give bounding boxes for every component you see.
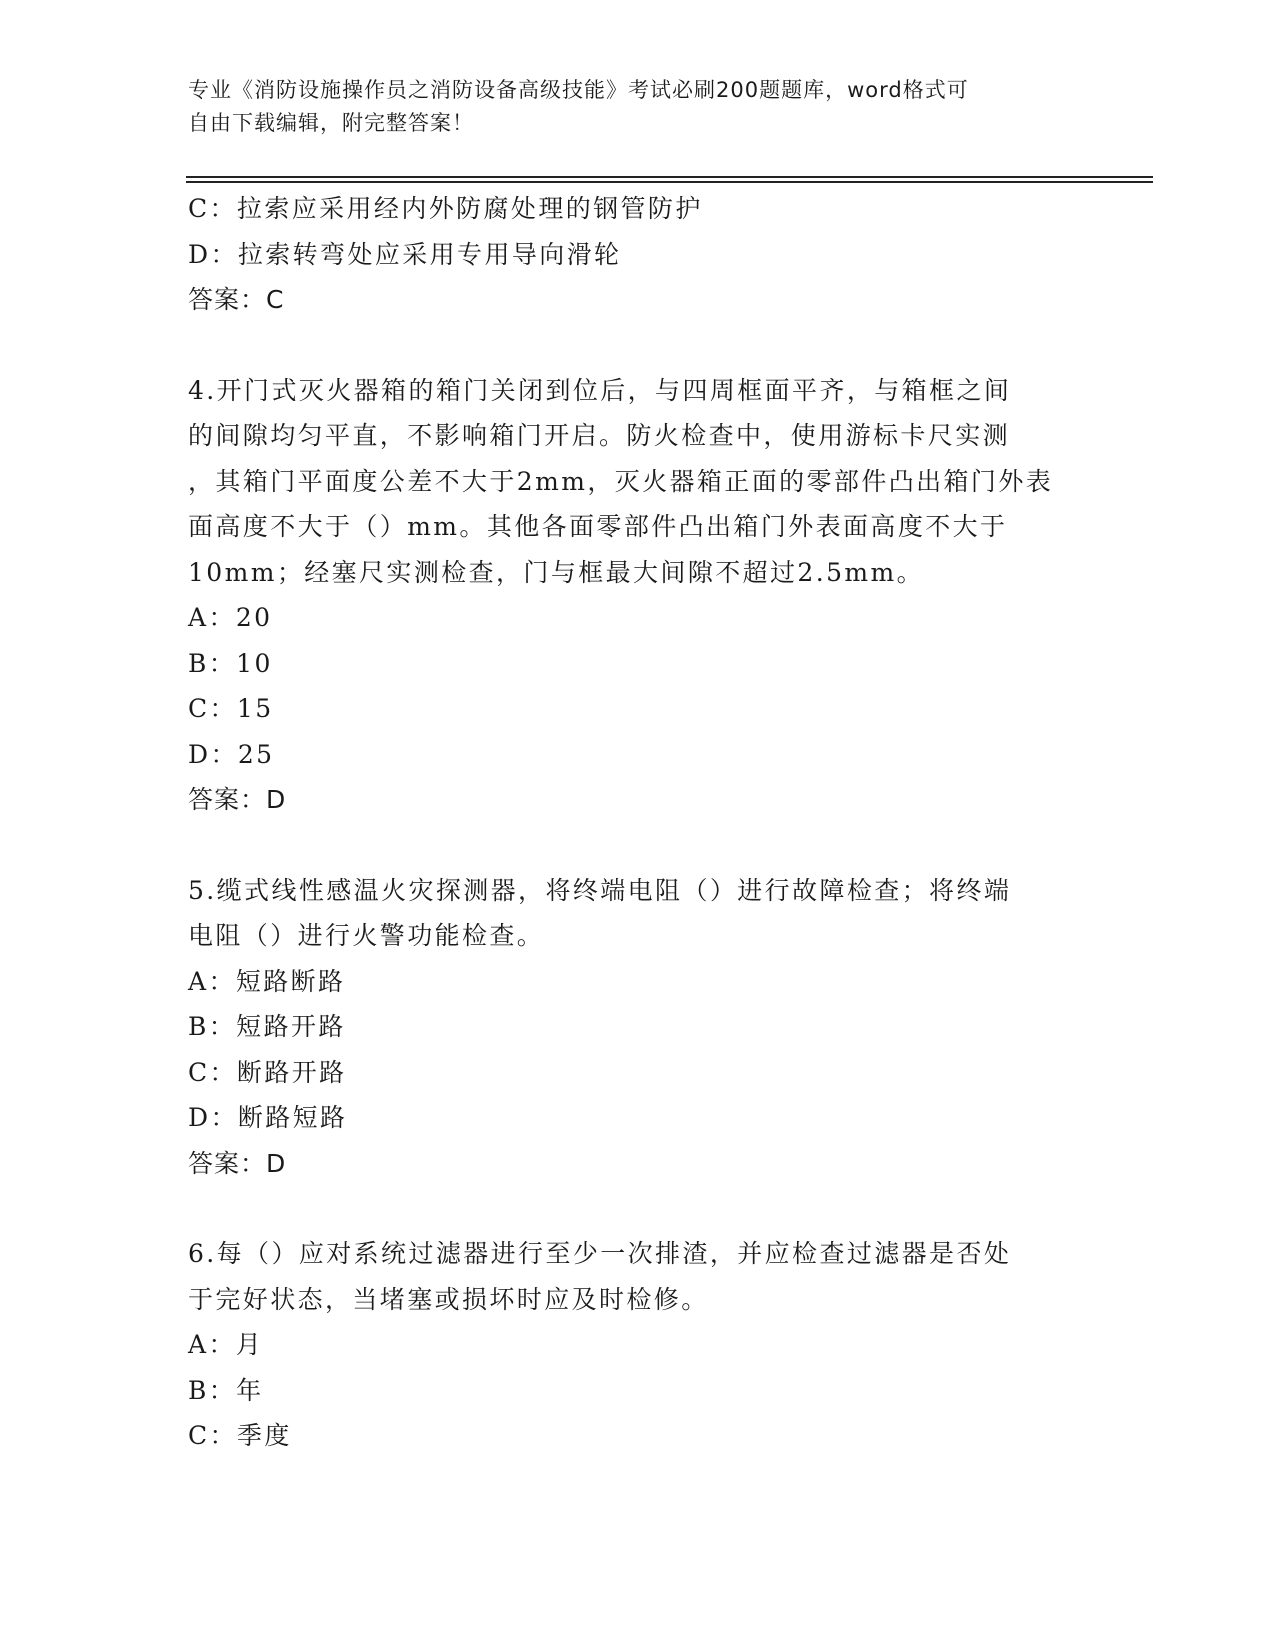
stem-line: ，其箱门平面度公差不大于2mm，灭火器箱正面的零部件凸出箱门外表 xyxy=(188,466,1054,496)
option-c: C：季度 xyxy=(188,1421,292,1450)
option-a: A：月 xyxy=(188,1330,264,1359)
question-4 xyxy=(188,368,1088,823)
header-divider-top xyxy=(186,176,1153,178)
page-header xyxy=(188,74,1078,140)
spacer xyxy=(188,823,1088,868)
spacer xyxy=(188,323,1088,368)
stem-line: 5.缆式线性感温火灾探测器，将终端电阻（）进行故障检查；将终端 xyxy=(188,875,1012,905)
stem-line: 4.开门式灭火器箱的箱门关闭到位后，与四周框面平齐，与箱框之间 xyxy=(188,375,1012,405)
question-5 xyxy=(188,868,1088,1187)
question-stem xyxy=(188,368,1088,596)
spacer xyxy=(188,1186,1088,1231)
stem-line: 面高度不大于（）mm。其他各面零部件凸出箱门外表面高度不大于 xyxy=(188,512,1008,541)
document-body xyxy=(188,186,1088,1459)
option-b: B：短路开路 xyxy=(188,1012,346,1041)
header-divider-bottom xyxy=(186,181,1153,183)
option-c: C：15 xyxy=(188,694,274,723)
question-6 xyxy=(188,1231,1088,1459)
stem-line: 于完好状态，当堵塞或损坏时应及时检修。 xyxy=(188,1284,709,1314)
header-line-2: 自由下载编辑，附完整答案！ xyxy=(188,111,474,135)
stem-line: 的间隙均匀平直，不影响箱门开启。防火检查中，使用游标卡尺实测 xyxy=(188,421,1011,450)
option-d: D：断路短路 xyxy=(188,1103,348,1132)
option-a: A：短路断路 xyxy=(188,966,346,996)
question-stem xyxy=(188,1231,1088,1322)
stem-line: 10mm；经塞尺实测检查，门与框最大间隙不超过2.5mm。 xyxy=(188,557,924,587)
option-d: D：25 xyxy=(188,739,275,769)
stem-line: 电阻（）进行火警功能检查。 xyxy=(188,921,545,950)
option-c: C：拉索应采用经内外防腐处理的钢管防护 xyxy=(188,194,703,223)
answer-line: 答案：D xyxy=(188,1148,287,1178)
option-c: C：断路开路 xyxy=(188,1057,347,1087)
option-a: A：20 xyxy=(188,603,273,632)
option-b: B：10 xyxy=(188,648,273,678)
stem-line: 6.每（）应对系统过滤器进行至少一次排渣，并应检查过滤器是否处 xyxy=(188,1239,1012,1268)
question-3-tail xyxy=(188,186,1088,323)
answer-line: 答案：D xyxy=(188,785,287,814)
answer-line: 答案：C xyxy=(188,285,285,314)
question-stem xyxy=(188,868,1088,959)
option-b: B：年 xyxy=(188,1375,264,1405)
option-d: D：拉索转弯处应采用专用导向滑轮 xyxy=(188,239,622,269)
header-line-1: 专业《消防设施操作员之消防设备高级技能》考试必刷200题题库，word格式可 xyxy=(188,78,969,102)
